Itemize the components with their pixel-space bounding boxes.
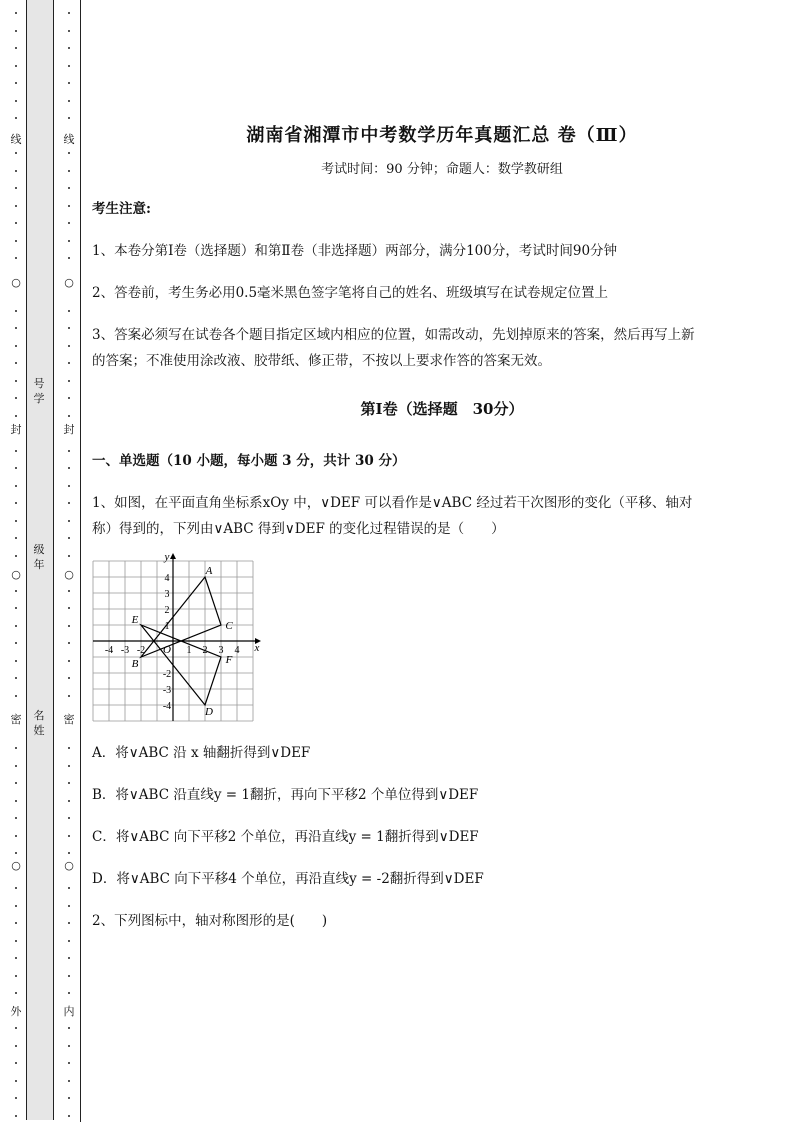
binding-dot	[15, 12, 17, 14]
page-title: 湖南省湘潭市中考数学历年真题汇总 卷（Ⅲ）	[246, 125, 638, 146]
binding-dot	[68, 380, 70, 382]
binding-dot	[15, 485, 17, 487]
binding-dot	[15, 502, 17, 504]
binding-dot	[68, 467, 70, 469]
binding-dot	[15, 957, 17, 959]
binding-dot	[68, 152, 70, 154]
binding-dot	[15, 397, 17, 399]
binding-divider	[80, 0, 81, 1122]
binding-margin	[0, 0, 90, 1123]
binding-dot	[15, 65, 17, 67]
binding-dot	[68, 205, 70, 207]
binding-dot	[68, 502, 70, 504]
coordinate-graph	[92, 551, 260, 722]
name-label: 名 姓	[33, 709, 45, 737]
binding-dot	[15, 467, 17, 469]
binding-dot	[15, 450, 17, 452]
binding-dot	[68, 835, 70, 837]
exam-info: 考试时间：90 分钟；命题人：数学教研组	[321, 162, 563, 177]
binding-mark: ○	[61, 568, 77, 582]
notice-item: 的答案；不准使用涂改液、胶带纸、修正带，不按以上要求作答的答案无效。	[92, 353, 551, 369]
binding-dot	[68, 222, 70, 224]
y-tick-label: -3	[162, 685, 172, 696]
binding-dot	[15, 100, 17, 102]
x-tick-label: -3	[120, 645, 130, 656]
binding-dot	[68, 782, 70, 784]
class-label: 级 年	[33, 543, 45, 571]
section-title: 第I卷（选择题 30分）	[360, 400, 524, 418]
binding-mark: ○	[61, 276, 77, 290]
binding-dot	[68, 765, 70, 767]
binding-dot	[68, 1027, 70, 1029]
point-label-f: F	[225, 654, 233, 666]
binding-dot	[68, 555, 70, 557]
y-tick-label: 2	[164, 605, 170, 616]
binding-dot	[68, 537, 70, 539]
binding-dot	[68, 345, 70, 347]
binding-dot	[15, 695, 17, 697]
binding-dot	[68, 1097, 70, 1099]
y-tick-label: -2	[162, 669, 172, 680]
binding-dot	[15, 782, 17, 784]
question-1-text: 1、如图，在平面直角坐标系xOy 中，∨DEF 可以看作是∨ABC 经过若干次图形的变化（平移、轴对	[92, 495, 693, 511]
binding-mark: 线	[61, 133, 77, 147]
binding-dot	[15, 1097, 17, 1099]
y-axis-label: y	[164, 551, 170, 563]
binding-dot	[15, 240, 17, 242]
binding-dot	[15, 852, 17, 854]
option-c[interactable]: C．将∨ABC 向下平移2 个单位，再沿直线y = 1翻折得到∨DEF	[92, 829, 479, 845]
binding-dot	[15, 1115, 17, 1117]
binding-dot	[68, 520, 70, 522]
option-b[interactable]: B．将∨ABC 沿直线y = 1翻折，再向下平移2 个单位得到∨DEF	[92, 787, 479, 803]
binding-dot	[68, 677, 70, 679]
binding-dot	[68, 240, 70, 242]
x-tick-label: -2	[136, 645, 146, 656]
binding-dot	[68, 695, 70, 697]
binding-dot	[68, 362, 70, 364]
binding-dot	[68, 642, 70, 644]
binding-dot	[15, 677, 17, 679]
binding-dot	[15, 380, 17, 382]
binding-mark: 封	[61, 423, 77, 437]
binding-dot	[15, 747, 17, 749]
binding-dot	[15, 607, 17, 609]
binding-dot	[15, 922, 17, 924]
binding-dot	[68, 887, 70, 889]
notice-heading: 考生注意:	[92, 201, 151, 217]
y-tick-label: -4	[162, 701, 172, 712]
binding-mark: 密	[61, 713, 77, 727]
binding-dot	[68, 30, 70, 32]
binding-dot	[15, 520, 17, 522]
x-tick-label: 3	[218, 645, 224, 656]
binding-mark: 封	[8, 423, 24, 437]
binding-dot	[68, 905, 70, 907]
binding-dot	[15, 975, 17, 977]
binding-dot	[15, 835, 17, 837]
x-axis-label: x	[254, 642, 260, 654]
binding-dot	[15, 1080, 17, 1082]
binding-dot	[68, 187, 70, 189]
binding-dot	[68, 397, 70, 399]
y-tick-label: 1	[164, 621, 170, 632]
binding-dot	[15, 800, 17, 802]
binding-dot	[68, 1045, 70, 1047]
binding-dot	[15, 152, 17, 154]
point-label-a: A	[205, 565, 213, 577]
binding-dot	[15, 992, 17, 994]
binding-dot	[15, 47, 17, 49]
binding-dot	[15, 905, 17, 907]
triangle-def	[141, 625, 221, 705]
binding-left-column	[8, 0, 24, 1123]
binding-right-column	[61, 0, 77, 1123]
binding-dot	[15, 222, 17, 224]
binding-dot	[68, 257, 70, 259]
binding-dot	[15, 537, 17, 539]
x-tick-label: 1	[186, 645, 192, 656]
binding-dot	[15, 590, 17, 592]
binding-dot	[68, 485, 70, 487]
binding-mark: ○	[8, 568, 24, 582]
binding-dot	[15, 642, 17, 644]
binding-dot	[68, 1115, 70, 1117]
point-label-c: C	[225, 620, 233, 632]
binding-dot	[68, 1062, 70, 1064]
binding-dot	[68, 817, 70, 819]
binding-dot	[68, 922, 70, 924]
binding-dot	[68, 590, 70, 592]
binding-dot	[68, 852, 70, 854]
point-label-e: E	[131, 614, 139, 626]
binding-dot	[15, 327, 17, 329]
binding-dot	[15, 345, 17, 347]
binding-mark: 内	[61, 1005, 77, 1019]
y-tick-label: 3	[164, 589, 170, 600]
x-tick-label: -4	[104, 645, 114, 656]
binding-dot	[15, 205, 17, 207]
binding-dot	[15, 1062, 17, 1064]
binding-dot	[68, 170, 70, 172]
binding-dot	[68, 450, 70, 452]
binding-dot	[68, 82, 70, 84]
binding-dot	[15, 362, 17, 364]
binding-dot	[15, 257, 17, 259]
binding-dot	[15, 30, 17, 32]
binding-dot	[15, 415, 17, 417]
point-label-b: B	[131, 658, 139, 670]
binding-dot	[15, 82, 17, 84]
binding-dot	[15, 170, 17, 172]
binding-mark: 外	[8, 1005, 24, 1019]
option-a[interactable]: A．将∨ABC 沿 x 轴翻折得到∨DEF	[92, 745, 311, 761]
x-tick-label: 2	[202, 645, 208, 656]
question-2-text: 2、下列图标中，轴对称图形的是( )	[92, 913, 328, 929]
binding-dot	[68, 940, 70, 942]
notice-item: 1、本卷分第I卷（选择题）和第Ⅱ卷（非选择题）两部分，满分100分，考试时间90分钟	[92, 243, 618, 259]
part-heading: 一、单选题（10 小题，每小题 3 分，共计 30 分）	[92, 453, 406, 469]
point-label-d: D	[205, 706, 213, 718]
binding-dot	[68, 327, 70, 329]
binding-dot	[68, 607, 70, 609]
binding-dot	[15, 817, 17, 819]
binding-dot	[15, 117, 17, 119]
binding-dot	[15, 1045, 17, 1047]
binding-mark: ○	[61, 859, 77, 873]
question-1-text: 称）得到的，下列由∨ABC 得到∨DEF 的变化过程错误的是（ ）	[92, 521, 505, 537]
origin-label: O	[163, 644, 171, 656]
binding-dot	[15, 887, 17, 889]
binding-dot	[15, 1027, 17, 1029]
binding-dot	[15, 660, 17, 662]
binding-dot	[68, 800, 70, 802]
binding-dot	[15, 310, 17, 312]
binding-dot	[15, 765, 17, 767]
y-tick-label: 4	[164, 573, 170, 584]
binding-mark: ○	[8, 276, 24, 290]
student-number-label: 号 学	[33, 377, 45, 405]
binding-dot	[15, 187, 17, 189]
binding-dot	[15, 940, 17, 942]
binding-dot	[15, 625, 17, 627]
binding-dot	[68, 625, 70, 627]
binding-dot	[68, 310, 70, 312]
triangle-abc	[141, 577, 221, 657]
binding-dot	[68, 747, 70, 749]
binding-dot	[68, 992, 70, 994]
option-d[interactable]: D．将∨ABC 向下平移4 个单位，再沿直线y = -2翻折得到∨DEF	[92, 871, 484, 887]
binding-dot	[68, 975, 70, 977]
binding-dot	[68, 65, 70, 67]
binding-dot	[68, 1080, 70, 1082]
binding-dot	[68, 100, 70, 102]
binding-dot	[15, 555, 17, 557]
binding-mark: ○	[8, 859, 24, 873]
notice-item: 3、答案必须写在试卷各个题目指定区域内相应的位置，如需改动，先划掉原来的答案，然后再写上新	[92, 327, 695, 343]
binding-dot	[68, 47, 70, 49]
binding-dot	[68, 117, 70, 119]
binding-dot	[68, 415, 70, 417]
binding-dot	[68, 660, 70, 662]
y-arrow	[170, 553, 176, 559]
binding-dot	[68, 12, 70, 14]
binding-dot	[68, 957, 70, 959]
notice-item: 2、答卷前，考生务必用0.5毫米黑色签字笔将自己的姓名、班级填写在试卷规定位置上	[92, 285, 609, 301]
x-tick-label: 4	[234, 645, 240, 656]
binding-mark: 密	[8, 713, 24, 727]
binding-mark: 线	[8, 133, 24, 147]
